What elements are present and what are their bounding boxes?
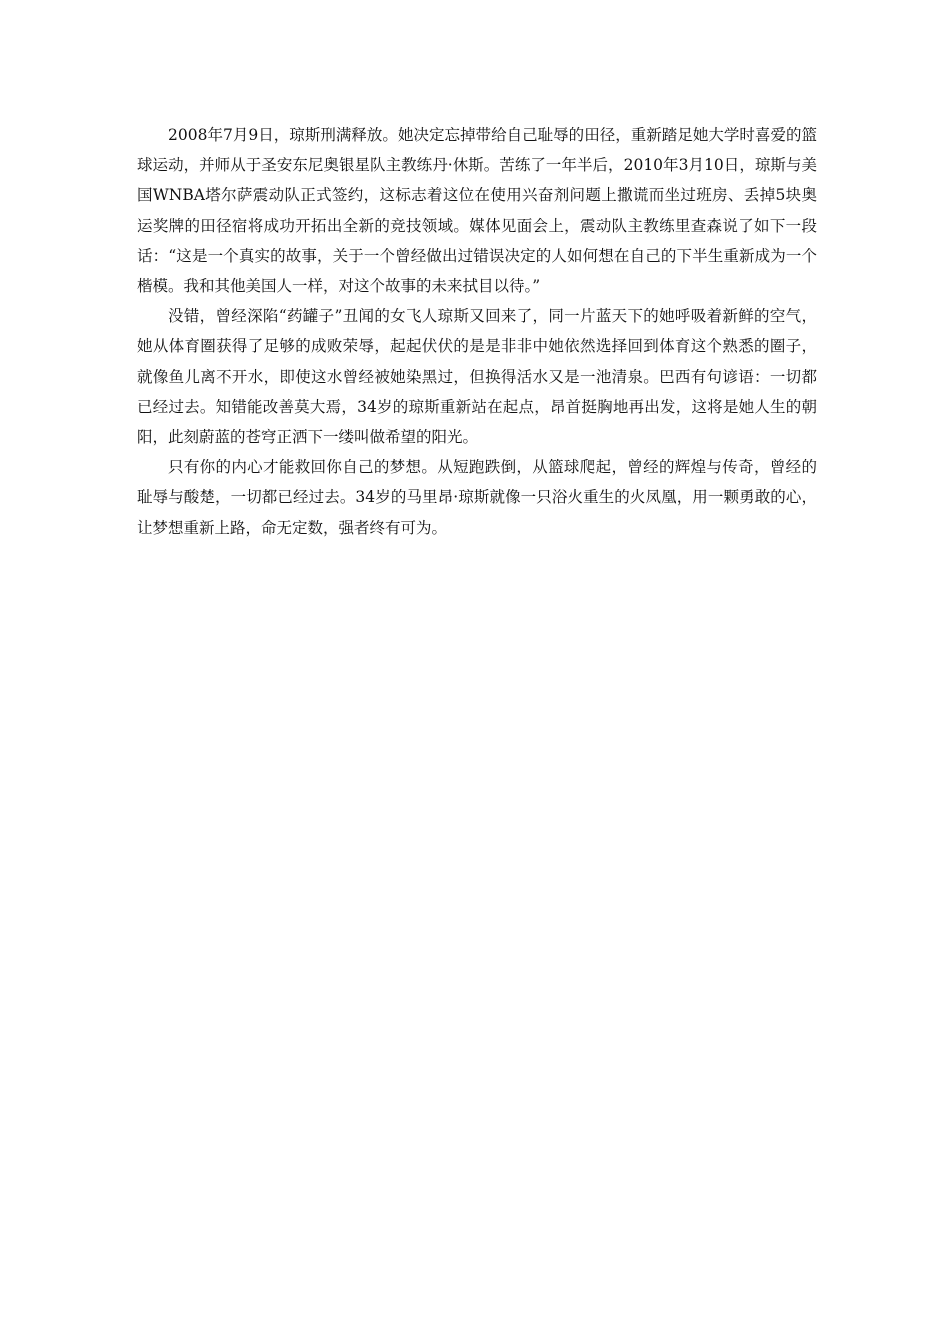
paragraph-1: 2008年7月9日，琼斯刑满释放。她决定忘掉带给自己耻辱的田径，重新踏足她大学时喜爱的篮球运动，并师从于圣安东尼奥银星队主教练丹·休斯。苦练了一年半后，2010年3月10日，琼斯与美国WNBA塔尔萨震动队正式签约，这标志着这位在使用兴奋剂问题上撒谎而坐过班房、丢掉5块奥运奖牌的田径宿将成功开拓出全新的竞技领域。媒体见面会上，震动队主教练里查森说了如下一段话：“这是一个真实的故事，关于一个曾经做出过错误决定的人如何想在自己的下半生重新成为一个楷模。我和其他美国人一样，对这个故事的未来拭目以待。” [137,126,817,296]
paragraph-3: 只有你的内心才能救回你自己的梦想。从短跑跌倒，从篮球爬起，曾经的辉煌与传奇，曾经的耻辱与酸楚，一切都已经过去。34岁的马里昂·琼斯就像一只浴火重生的火凤凰，用一颗勇敢的心，让梦想重新上路，命无定数，强者终有可为。 [137,458,817,537]
paragraph-2: 没错，曾经深陷“药罐子”丑闻的女飞人琼斯又回来了，同一片蓝天下的她呼吸着新鲜的空气，她从体育圈获得了足够的成败荣辱，起起伏伏的是是非非中她依然选择回到体育这个熟悉的圈子，就像鱼儿离不开水，即使这水曾经被她染黑过，但换得活水又是一池清泉。巴西有句谚语：一切都已经过去。知错能改善莫大焉，34岁的琼斯重新站在起点，昂首挺胸地再出发，这将是她人生的朝阳，此刻蔚蓝的苍穹正洒下一缕叫做希望的阳光。 [137,307,817,447]
article-body [137,120,817,543]
